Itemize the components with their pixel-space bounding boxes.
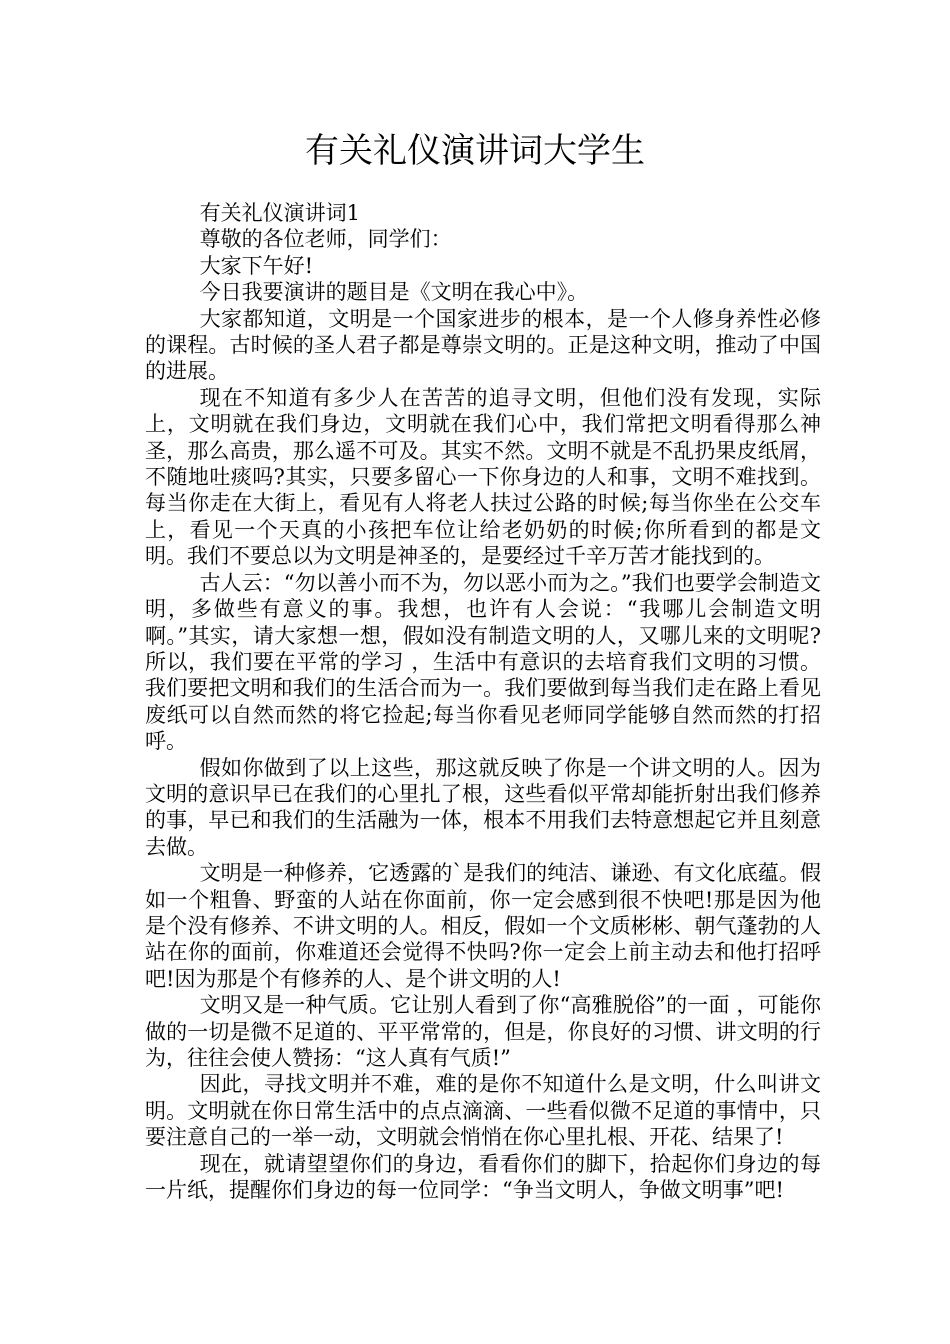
greeting: 大家下午好! bbox=[199, 253, 314, 278]
document-body bbox=[145, 200, 821, 1203]
paragraph: 因此，寻找文明并不难，难的是你不知道什么是文明，什么叫讲文明。文明就在你日常生活中的点点滴滴、一些看似微不足道的事情中，只要注意自己的一举一动，文明就会悄悄在你心里扎根、开花、结果了! bbox=[145, 1072, 821, 1150]
speech-number-heading: 有关礼仪演讲词1 bbox=[199, 201, 360, 225]
closing-paragraph: 现在，就请望望你们的身边，看看你们的脚下，拾起你们身边的每一片纸，提醒你们身边的每一位同学：“争当文明人，争做文明事”吧! bbox=[145, 1151, 821, 1203]
paragraph: 古人云：“勿以善小而不为，勿以恶小而为之。”我们也要学会制造文明，多做些有意义的事。我想，也许有人会说：“我哪儿会制造文明啊。”其实，请大家想一想，假如没有制造文明的人，又哪儿来的文明呢?所以，我们要在平常的学习 ，生活中有意识的去培育我们文明的习惯。我们要把文明和我们的生活合而为一。我们要做到每当我们走在路上看见废纸可以自然而然的将它捡起;每当你看见老师同学能够自然而然的打招呼。 bbox=[145, 570, 821, 754]
document-title: 有关礼仪演讲词大学生 bbox=[305, 131, 645, 171]
salutation: 尊敬的各位老师，同学们： bbox=[199, 227, 452, 252]
paragraph: 现在不知道有多少人在苦苦的追寻文明，但他们没有发现，实际上，文明就在我们身边，文明就在我们心中，我们常把文明看得那么神圣，那么高贵，那么遥不可及。其实不然。文明不就是不乱扔果皮纸屑，不随地吐痰吗?其实，只要多留心一下你身边的人和事，文明不难找到。每当你走在大街上，看见有人将老人扶过公路的时候;每当你坐在公交车上，看见一个天真的小孩把车位让给老奶奶的时候;你所看到的都是文明。我们不要总以为文明是神圣的，是要经过千辛万苦才能找到的。 bbox=[145, 385, 821, 569]
paragraph: 假如你做到了以上这些，那这就反映了你是一个讲文明的人。因为文明的意识早已在我们的心里扎了根，这些看似平常却能折射出我们修养的事，早已和我们的生活融为一体，根本不用我们去特意想起它并且刻意去做。 bbox=[145, 755, 821, 859]
paragraph: 文明又是一种气质。它让别人看到了你“高雅脱俗”的一面 ，可能你做的一切是微不足道的、平平常常的，但是，你良好的习惯、讲文明的行为，往往会使人赞扬：“这人真有气质!” bbox=[145, 993, 821, 1070]
topic-line: 今日我要演讲的题目是《文明在我心中》。 bbox=[199, 280, 589, 305]
paragraph: 文明是一种修养，它透露的`是我们的纯洁、谦逊、有文化底蕴。假如一个粗鲁、野蛮的人站在你面前，你一定会感到很不快吧!那是因为他是个没有修养、不讲文明的人。相反，假如一个文质彬彬、朝气蓬勃的人站在你的面前，你难道还会觉得不快吗?你一定会上前主动去和他打招呼吧!因为那是个有修养的人、是个讲文明的人! bbox=[145, 861, 821, 991]
paragraph: 大家都知道，文明是一个国家进步的根本，是一个人修身养性必修的课程。古时候的圣人君子都是尊崇文明的。正是这种文明，推动了中国的进展。 bbox=[145, 306, 821, 384]
